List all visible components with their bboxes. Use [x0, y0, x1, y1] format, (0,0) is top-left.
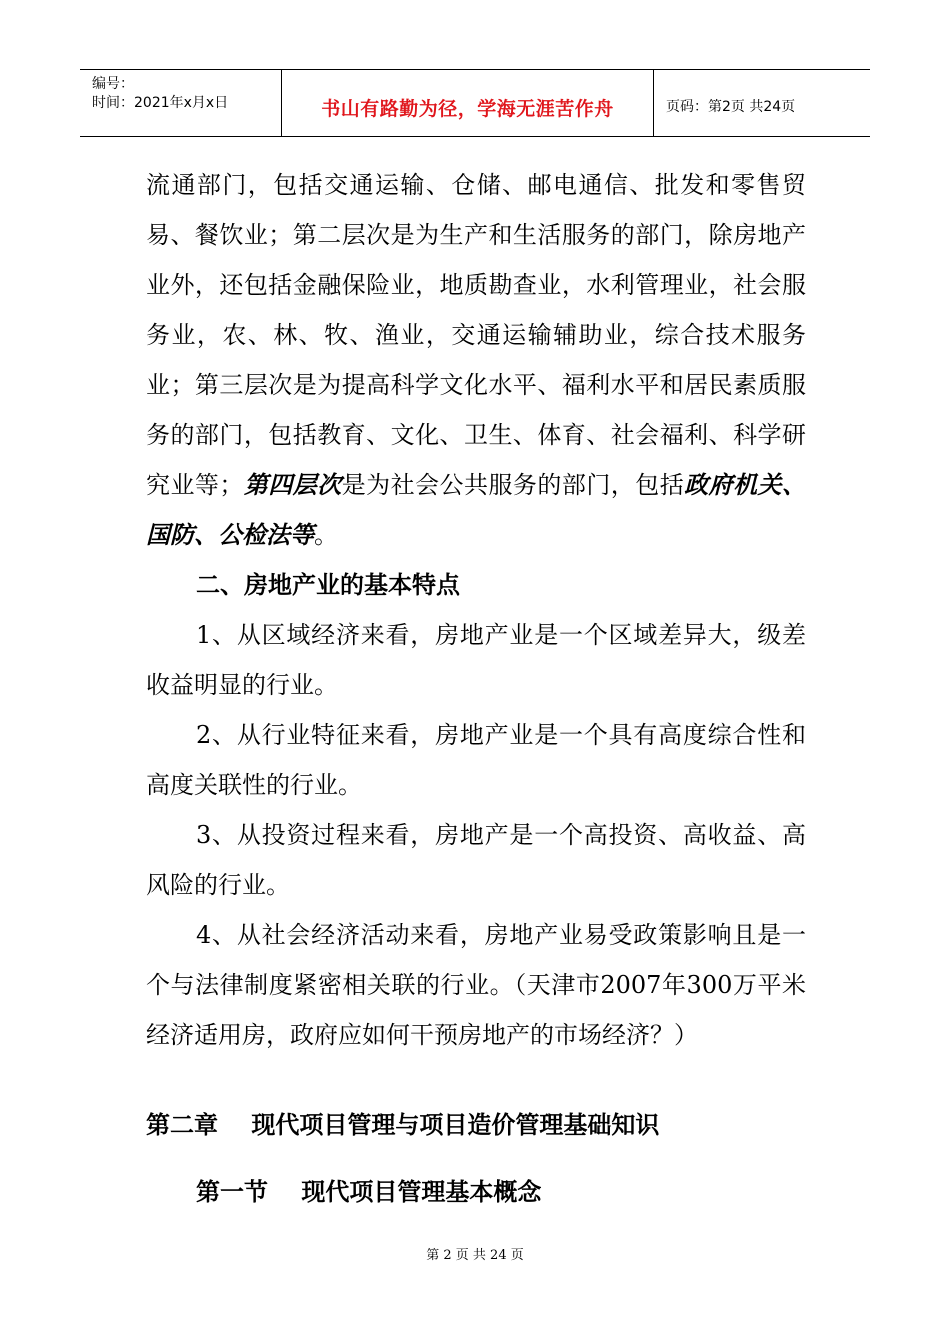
header-meta-cell	[80, 70, 282, 136]
header-motto-cell	[282, 70, 654, 136]
header-page-number: 页码：第2页 共24页	[666, 99, 796, 115]
document-body	[146, 160, 806, 1060]
page-footer: 第 2 页 共 24 页	[426, 1248, 524, 1263]
section-title: 第一节 现代项目管理基本概念	[196, 1178, 542, 1206]
paragraph-text: 。	[314, 521, 338, 549]
list-item: 1、从区域经济来看，房地产业是一个区域差异大，级差收益明显的行业。	[146, 621, 806, 699]
list-item: 2、从行业特征来看，房地产业是一个具有高度综合性和高度关联性的行业。	[146, 721, 806, 799]
emphasis-text: 第四层次	[243, 470, 342, 499]
paragraph-text: 是为社会公共服务的部门，包括	[341, 471, 685, 499]
document-date-label: 时间：2021年x月x日	[92, 95, 229, 111]
header-page-cell	[654, 70, 870, 136]
list-item: 4、从社会经济活动来看，房地产业易受政策影响且是一个与法律制度紧密相关联的行业。（天津市2007年300万平米经济适用房，政府应如何干预房地产的市场经济？）	[146, 921, 806, 1049]
body-paragraph	[146, 160, 806, 560]
list-item: 3、从投资过程来看，房地产是一个高投资、高收益、高风险的行业。	[146, 821, 806, 899]
paragraph-text: 流通部门，包括交通运输、仓储、邮电通信、批发和零售贸易、餐饮业；第二层次是为生产和生活服务的部门，除房地产业外，还包括金融保险业，地质勘查业，水利管理业，社会服务业，农、林、牧、渔业，交通运输辅助业，综合技术服务业；第三层次是为提高科学文化水平、福利水平和居民素质服务的部门，包括教育、文化、卫生、体育、社会福利、科学研究业等；	[146, 171, 806, 499]
document-number-label: 编号：	[92, 76, 134, 92]
emphasis-text: 政府机关、国防、公检法等	[146, 470, 807, 549]
chapter-title: 第二章 现代项目管理与项目造价管理基础知识	[146, 1111, 660, 1139]
section-heading: 二、房地产业的基本特点	[196, 571, 460, 599]
document-header-table	[80, 69, 870, 137]
header-motto: 书山有路勤为径，学海无涯苦作舟	[321, 98, 614, 120]
